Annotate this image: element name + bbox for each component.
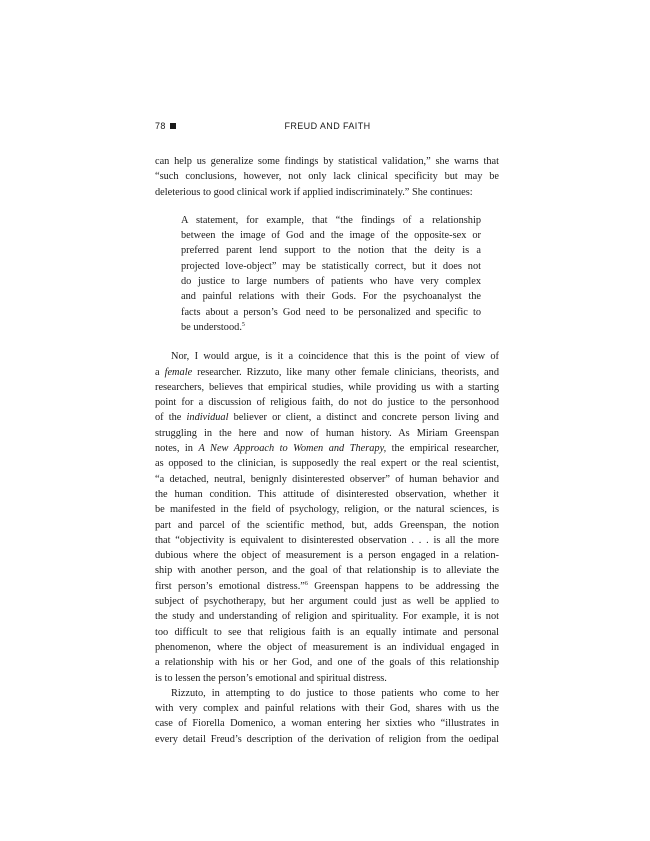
quote-line: between the image of God and the image of the opposite-sex or — [181, 230, 481, 242]
running-head — [155, 121, 500, 135]
text-line: is to lessen the person’s emotional and spiritual distress. — [155, 672, 387, 684]
text-line — [155, 579, 499, 594]
text-line — [155, 410, 499, 425]
text-line: the study and understanding of religion and spirituality. For example, it is not — [155, 611, 499, 623]
text-line: a relationship with his or her God, and one of the goals of this relationship — [155, 657, 499, 669]
text-line: that “objectivity is equivalent to disinterested observation . . . is all the more — [155, 534, 499, 546]
text-line — [155, 365, 499, 380]
page-number-text: 78 — [155, 121, 166, 131]
text-line: struggling in the here and now of human history. As Miriam Greenspan — [155, 427, 499, 439]
text-line: with very complex and painful relations with their God, shares with us the — [155, 703, 499, 715]
paragraph-nor — [155, 349, 499, 686]
italic-text: individual — [186, 412, 229, 424]
quote-line: and painful relations with their Gods. For the psychoanalyst the — [181, 291, 481, 303]
quote-line — [181, 320, 481, 335]
text-line: point for a discussion of religious faith, do not do justice to the personhood — [155, 397, 499, 409]
text-run: of the — [155, 412, 187, 424]
text-line: researchers, believes that empirical studies, while providing us with a starting — [155, 381, 499, 393]
paragraph-continuation — [155, 154, 499, 200]
footnote-marker: 6 — [304, 580, 308, 587]
text-line: can help us generalize some findings by statistical validation,” she warns that — [155, 156, 499, 167]
text-line: Nor, I would argue, is it a coincidence that this is the point of view of — [171, 351, 499, 363]
text-line: Rizzuto, in attempting to do justice to those patients who come to her — [171, 687, 499, 699]
footnote-marker: 5 — [241, 321, 245, 328]
quote-line: A statement, for example, that “the findings of a relationship — [181, 214, 481, 226]
paragraph-rizzuto — [155, 686, 499, 747]
text-run: believer or client, a distinct and concrete person living and — [228, 412, 499, 424]
text-run: a — [155, 366, 165, 378]
text-run: the empirical researcher, — [386, 443, 500, 455]
text-run: notes, in — [155, 443, 199, 455]
block-quote — [181, 213, 481, 335]
text-line: as opposed to the clinician, is supposedly the real expert or the real scientist, — [155, 458, 499, 470]
text-line: dubious where the object of measurement is a person engaged in a relation- — [155, 550, 499, 562]
quote-line: facts about a person’s God need to be personalized and specific to — [181, 306, 481, 318]
running-title: FREUD AND FAITH — [284, 121, 371, 131]
text-line: the human condition. This attitude of disinterested observation, whether it — [155, 488, 499, 500]
quote-line-text: be understood. — [181, 321, 242, 333]
text-line: deleterious to good clinical work if applied indiscriminately.” She continues: — [155, 186, 473, 198]
quote-line: preferred parent lend support to the notion that the deity is a — [181, 245, 481, 257]
text-line: part and parcel of the scientific method, but, adds Greenspan, the notion — [155, 519, 499, 531]
text-line — [155, 441, 499, 456]
text-line: ship with another person, and the goal of that relationship is to alleviate the — [155, 565, 499, 577]
quote-line: projected love-object” may be statistically correct, but it does not — [181, 260, 481, 272]
book-title: A New Approach to Women and Therapy, — [198, 443, 387, 455]
text-line: case of Fiorella Domenico, a woman entering her sixties who “illustrates in — [155, 718, 499, 730]
text-line: “a detached, neutral, benignly disinterested observer” of human behavior and — [155, 473, 499, 485]
text-line: be manifested in the field of psychology, religion, or the natural sciences, is — [155, 504, 499, 516]
text-run: researcher. Rizzuto, like many other female clinicians, theorists, and — [192, 366, 499, 378]
italic-text: female — [164, 366, 193, 378]
text-line: too difficult to see that religious faith is an equally intimate and personal — [155, 626, 499, 638]
text-line: every detail Freud’s description of the derivation of religion from the oedipal — [155, 733, 499, 745]
quote-line: do justice to large numbers of patients who have very complex — [181, 276, 481, 288]
text-line: subject of psychotherapy, but her argument could just as well be applied to — [155, 596, 499, 608]
text-line: “such conclusions, however, not only lack clinical specificity but may be — [155, 171, 499, 183]
text-run: first person’s emotional distress.” — [155, 580, 305, 592]
text-run: Greenspan happens to be addressing the — [307, 580, 500, 592]
body-text — [155, 154, 499, 747]
text-line: phenomenon, where the object of measurement is an individual engaged in — [155, 641, 499, 653]
